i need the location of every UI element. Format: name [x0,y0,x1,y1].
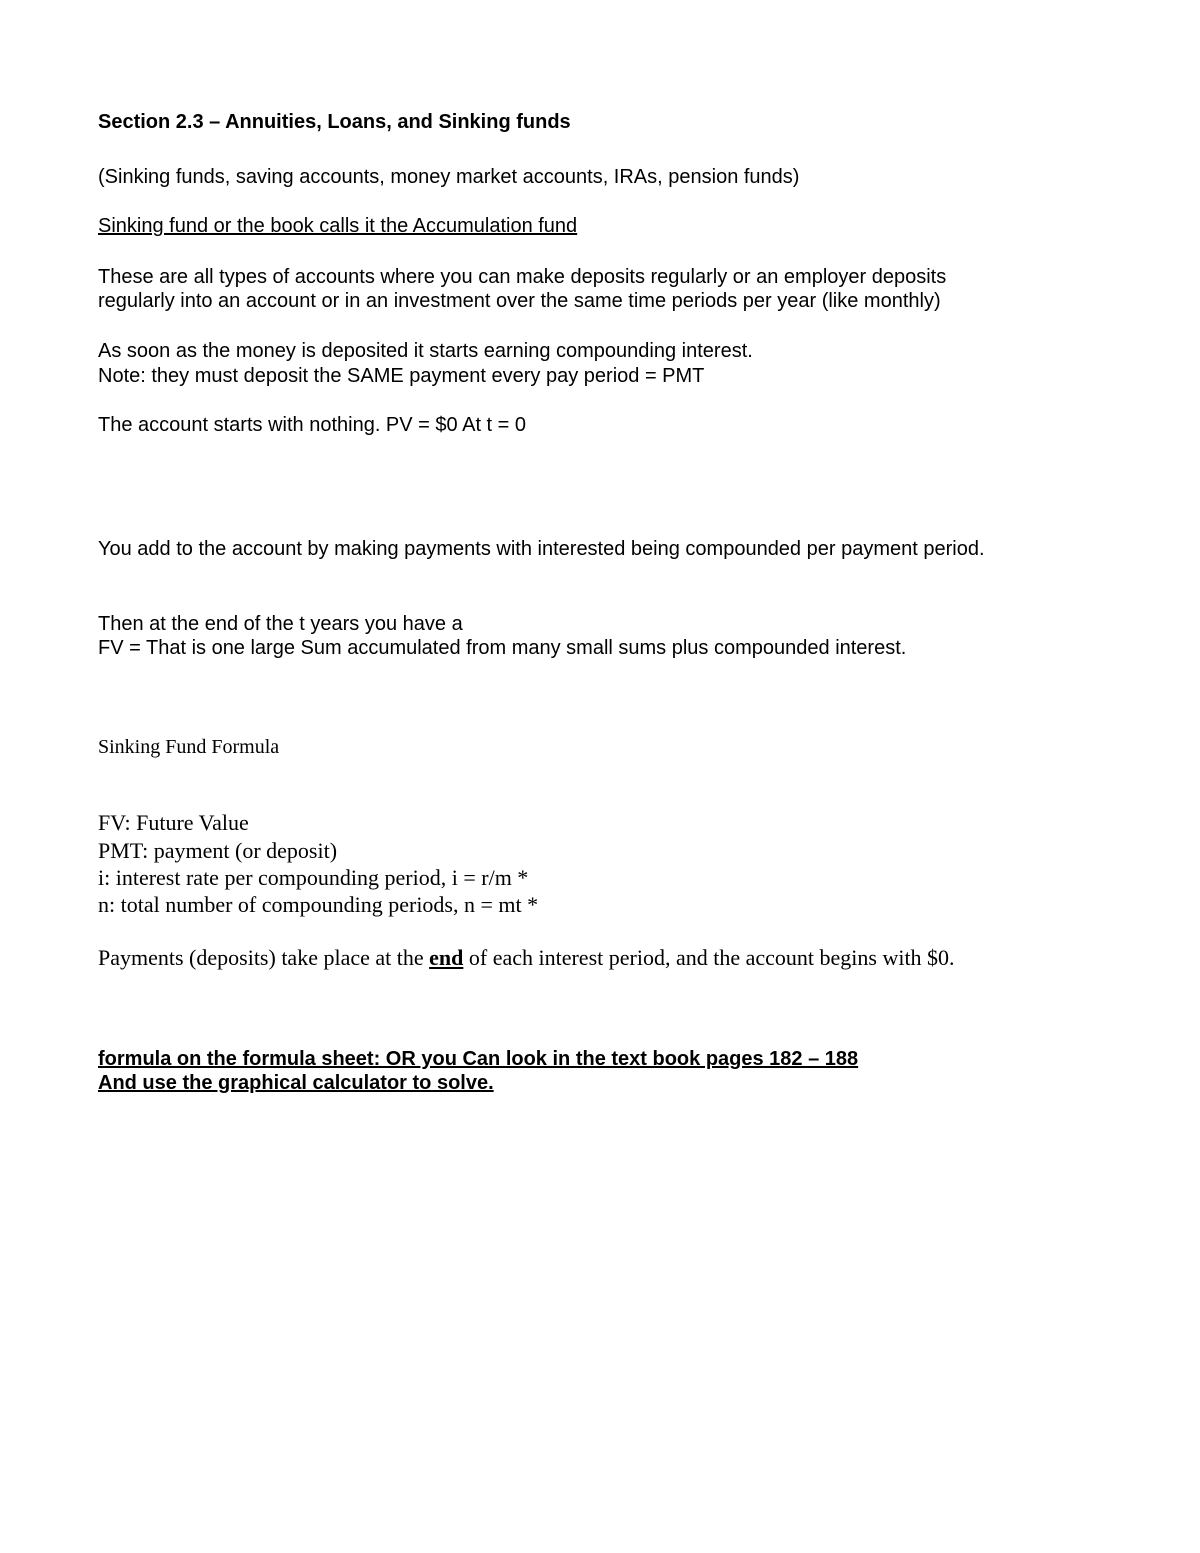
definition-n: n: total number of compounding periods, n = mt * [98,892,539,917]
section-title: Section 2.3 – Annuities, Loans, and Sinking funds [98,111,571,133]
subtitle: (Sinking funds, saving accounts, money market accounts, IRAs, pension funds) [98,166,800,188]
footer-line-2: And use the graphical calculator to solve. [98,1072,494,1094]
definition-i: i: interest rate per compounding period, i = r/m * [98,865,529,890]
paragraph-5-line-1: Then at the end of the t years you have a [98,613,463,635]
paragraph-2-line-2: Note: they must deposit the SAME payment every pay period = PMT [98,365,705,387]
payments-suffix: of each interest period, and the account begins with $0. [463,945,955,970]
formula-heading: Sinking Fund Formula [98,736,280,758]
footer-line-1: formula on the formula sheet: OR you Can look in the text book pages 182 – 188 [98,1048,859,1070]
paragraph-1-line-1: These are all types of accounts where you can make deposits regularly or an employer deposits [98,266,947,288]
payments-emphasis: end [429,945,464,970]
payments-prefix: Payments (deposits) take place at the [98,945,430,970]
paragraph-1-line-2: regularly into an account or in an investment over the same time periods per year (like monthly) [98,290,941,312]
definition-fv: FV: Future Value [98,810,249,835]
payments-note [98,946,955,970]
paragraph-3: The account starts with nothing. PV = $0 At t = 0 [98,414,527,436]
definition-pmt: PMT: payment (or deposit) [98,838,338,863]
paragraph-2-line-1: As soon as the money is deposited it starts earning compounding interest. [98,340,753,362]
paragraph-5-line-2: FV = That is one large Sum accumulated from many small sums plus compounded interest. [98,637,907,659]
paragraph-4: You add to the account by making payments with interested being compounded per payment period. [98,538,985,560]
accumulation-heading: Sinking fund or the book calls it the Accumulation fund [98,215,578,237]
